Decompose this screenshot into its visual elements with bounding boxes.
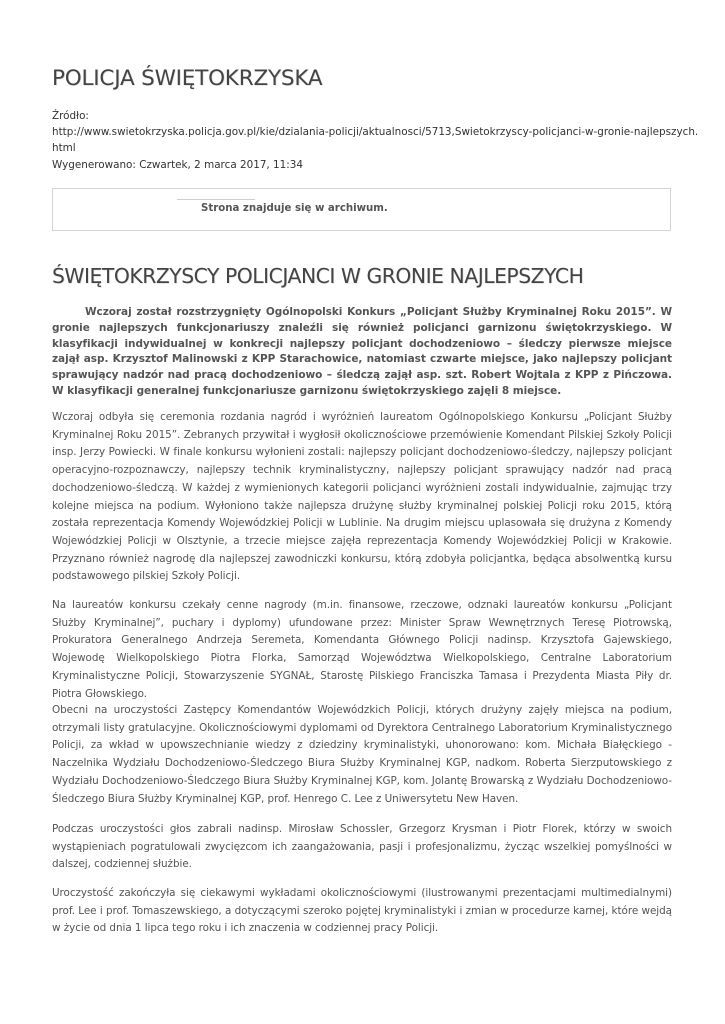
article-paragraph: Podczas uroczystości głos zabrali nadinsp. Mirosław Schossler, Grzegorz Krysman i Piotr Florek, którzy w swoich wystąpieniach pogratulowali zwycięzcom ich zaangażowania, pasji i profesjonalizmu, życząc wszelkiej pomyślności w dalszej, codziennej służbie. <box>52 823 672 871</box>
article-lead: Wczoraj został rozstrzygnięty Ogólnopolski Konkurs „Policjant Służby Kryminalnej Roku 2015”. W gronie najlepszych funkcjonariuszy znaleźli się również policjanci garnizonu świętokrzyskiego. W klasyfikacji indywidualnej w konkrecji najlepszy policjant dochodzeniowo – śledczy pierwsze miejsce zajął asp. Krzysztof Malinowski z KPP Starachowice, natomiast czwarte miejsce, jako najlepszy policjant sprawujący nadzór nad pracą dochodzeniowo – śledczą zajął asp. szt. Robert Wojtala z KPP z Pińczowa. W klasyfikacji generalnej funkcjonariusze garnizonu świętokrzyskiego zajęli 8 miejsce. <box>52 306 672 397</box>
archive-notice: Strona znajduje się w archiwum. <box>201 203 388 214</box>
article-title: ŚWIĘTOKRZYSCY POLICJANCI W GRONIE NAJLEPSZYCH <box>52 264 584 288</box>
generated-date: Wygenerowano: Czwartek, 2 marca 2017, 11:34 <box>52 158 303 171</box>
article-paragraph: Na laureatów konkursu czekały cenne nagrody (m.in. finansowe, rzeczowe, odznaki laureatów konkursu „Policjant Służby Kryminalnej”, puchary i dyplomy) ufundowane przez: Minister Spraw Wewnętrznych Teresę Piotrowską, Prokuratora Generalnego Andrzeja Seremeta, Komendanta Głównego Policji nadinsp. Krzysztofa Gajewskiego, Wojewodę Wielkopolskiego Piotra Florka, Samorząd Województwa Wielkopolskiego, Centralne Laboratorium Kryminalistyczne Policji, Stowarzyszenie SYGNAŁ, Starostę Pilskiego Franciszka Tamasa i Prezydenta Miasta Piły dr. Piotra Głowskiego. <box>52 599 672 700</box>
site-title: POLICJA ŚWIĘTOKRZYSKA <box>52 66 323 91</box>
archive-divider <box>177 199 255 200</box>
archive-notice-box <box>52 188 671 231</box>
document-meta <box>52 108 699 173</box>
source-label: Źródło: <box>52 110 89 122</box>
source-url-line1: http://www.swietokrzyska.policja.gov.pl/kie/dzialania-policji/aktualnosci/5713,Swietokrzyscy-policjanci-w-gronie-najlepszych. <box>52 126 699 139</box>
article-paragraph: Obecni na uroczystości Zastępcy Komendantów Wojewódzkich Policji, których drużyny zajęły miejsca na podium, otrzymali listy gratulacyjne. Okolicznościowymi dyplomami od Dyrektora Centralnego Laboratorium Kryminalistycznego Policji, za wkład w upowszechnianie wiedzy z dziedziny kryminalistyki, uhonorowano: kom. Michała Białęckiego - Naczelnika Wydziału Dochodzeniowo-Śledczego Biura Służby Kryminalnej KGP, nadkom. Roberta Sierzputowskiego z Wydziału Dochodzeniowo-Śledczego Biura Służby Kryminalnej KGP, kom. Jolantę Browarską z Wydziału Dochodzeniowo-Śledczego Biura Służby Kryminalnej KGP, prof. Henrego C. Lee z Uniwersytetu New Haven. <box>52 704 672 805</box>
article-paragraph: Wczoraj odbyła się ceremonia rozdania nagród i wyróżnień laureatom Ogólnopolskiego Konkursu „Policjant Służby Kryminalnej Roku 2015”. Zebranych przywitał i wygłosił okolicznościowe przemówienie Komendant Pilskiej Szkoły Policji insp. Jerzy Powiecki. W finale konkursu wyłonieni zostali: najlepszy policjant dochodzeniowo-śledczy, najlepszy policjant operacyjno-rozpoznawczy, najlepszy technik kryminalistyczny, najlepszy policjant sprawujący nadzór nad pracą dochodzeniowo-śledczą. W każdej z wymienionych kategorii policjanci wyróżnieni zostali indywidualnie, zajmując trzy kolejne miejsca na podium. Wyłoniono także najlepsza drużynę służby kryminalnej polskiej Policji roku 2015, którą została reprezentacja Komendy Wojewódzkiej Policji w Lublinie. Na drugim miejscu uplasowała się drużyna z Komendy Wojewódzkiej Policji w Olsztynie, a trzecie miejsce zajęła reprezentacja Komendy Wojewódzkiej Policji w Krakowie. Przyznano również nagrodę dla najlepszej zawodniczki konkursu, którą zdobyła policjantka, będąca absolwentką kursu podstawowego pilskiej Szkoły Policji. <box>52 411 672 583</box>
article-paragraph: Uroczystość zakończyła się ciekawymi wykładami okolicznościowymi (ilustrowanymi prezentacjami multimedialnymi) prof. Lee i prof. Tomaszewskiego, a dotyczącymi szeroko pojętej kryminalistyki i zmian w procedurze karnej, które wejdą w życie od dnia 1 lipca tego roku i ich znaczenia w codziennej pracy Policji. <box>52 887 672 935</box>
source-url-line2: html <box>52 142 76 155</box>
